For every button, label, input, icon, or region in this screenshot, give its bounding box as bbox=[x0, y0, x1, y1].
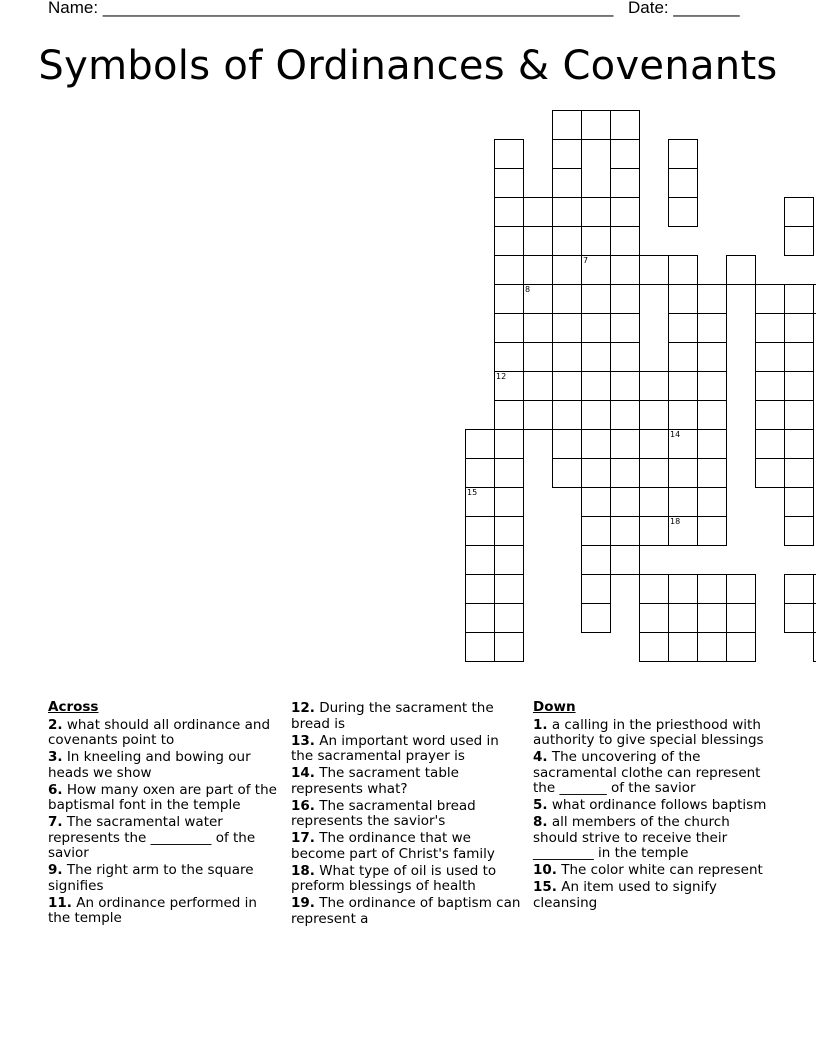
grid-cell[interactable] bbox=[610, 516, 640, 546]
clue-number: 15 bbox=[467, 488, 478, 497]
grid-cell[interactable] bbox=[784, 516, 814, 546]
grid-cell[interactable] bbox=[668, 197, 698, 227]
down-clue bbox=[533, 880, 773, 911]
grid-cell[interactable] bbox=[494, 168, 524, 198]
date-line[interactable]: _______ bbox=[673, 0, 740, 17]
grid-cell[interactable] bbox=[668, 313, 698, 343]
grid-cell[interactable] bbox=[494, 574, 524, 604]
clue-text: The sacramental bread represents the savior's bbox=[291, 797, 476, 829]
grid-cell[interactable] bbox=[610, 371, 640, 401]
grid-cell[interactable] bbox=[784, 429, 814, 459]
grid-cell[interactable] bbox=[523, 313, 553, 343]
grid-cell[interactable] bbox=[581, 458, 611, 488]
grid-cell[interactable] bbox=[784, 371, 814, 401]
clue-num: 6. bbox=[48, 781, 63, 798]
clue-text: What type of oil is used to preform blessings of health bbox=[291, 862, 497, 894]
clue-text: The ordinance that we become part of Christ's family bbox=[291, 830, 495, 862]
grid-cell[interactable] bbox=[552, 371, 582, 401]
grid-cell[interactable] bbox=[755, 313, 785, 343]
grid-cell[interactable] bbox=[581, 429, 611, 459]
grid-cell[interactable] bbox=[668, 603, 698, 633]
grid-cell[interactable] bbox=[465, 632, 495, 662]
grid-cell[interactable] bbox=[581, 284, 611, 314]
clue-number: 18 bbox=[670, 517, 681, 526]
page-title: Symbols of Ordinances & Covenants bbox=[38, 43, 778, 89]
grid-cell[interactable] bbox=[697, 487, 727, 517]
date-label: Date: bbox=[628, 0, 669, 17]
grid-cell[interactable] bbox=[784, 284, 814, 314]
grid-cell[interactable] bbox=[639, 516, 669, 546]
across-heading: Across bbox=[48, 699, 99, 715]
across-clue bbox=[48, 896, 280, 927]
grid-cell[interactable] bbox=[494, 487, 524, 517]
clue-text: During the sacrament the bread is bbox=[291, 700, 494, 732]
down-clue bbox=[533, 798, 773, 814]
grid-cell[interactable] bbox=[784, 313, 814, 343]
grid-cell[interactable] bbox=[494, 197, 524, 227]
grid-cell[interactable] bbox=[494, 255, 524, 285]
grid-cell[interactable] bbox=[784, 458, 814, 488]
grid-cell[interactable] bbox=[465, 603, 495, 633]
grid-cell[interactable] bbox=[552, 429, 582, 459]
grid-cell[interactable] bbox=[726, 574, 756, 604]
clue-num: 19. bbox=[291, 895, 315, 911]
clue-num: 8. bbox=[533, 814, 548, 830]
grid-cell[interactable] bbox=[697, 603, 727, 633]
grid-cell[interactable] bbox=[465, 574, 495, 604]
grid-cell[interactable] bbox=[755, 429, 785, 459]
grid-cell[interactable] bbox=[494, 226, 524, 256]
across-clue bbox=[291, 766, 523, 797]
grid-cell[interactable] bbox=[697, 284, 727, 314]
grid-cell[interactable] bbox=[494, 139, 524, 169]
grid-cell[interactable] bbox=[784, 342, 814, 372]
grid-cell[interactable] bbox=[610, 342, 640, 372]
across-clues-col-1 bbox=[48, 700, 280, 928]
grid-cell[interactable] bbox=[639, 429, 669, 459]
grid-cell[interactable] bbox=[552, 400, 582, 430]
down-clues-col bbox=[533, 700, 773, 913]
grid-cell[interactable] bbox=[610, 168, 640, 198]
clue-num: 15. bbox=[533, 879, 557, 895]
grid-cell[interactable] bbox=[697, 342, 727, 372]
clue-num: 11. bbox=[48, 894, 72, 911]
grid-cell[interactable] bbox=[726, 255, 756, 285]
grid-cell[interactable] bbox=[494, 371, 524, 401]
clue-text: The sacrament table represents what? bbox=[291, 765, 459, 797]
clue-text: An item used to signify cleansing bbox=[533, 879, 717, 911]
clue-text: An important word used in the sacramental prayer is bbox=[291, 732, 499, 764]
grid-cell[interactable] bbox=[697, 516, 727, 546]
grid-cell[interactable] bbox=[610, 545, 640, 575]
grid-cell[interactable] bbox=[552, 168, 582, 198]
grid-cell[interactable] bbox=[610, 139, 640, 169]
clue-num: 4. bbox=[533, 749, 548, 765]
grid-cell[interactable] bbox=[494, 342, 524, 372]
clue-number: 7 bbox=[583, 256, 589, 265]
grid-cell[interactable] bbox=[523, 342, 553, 372]
clue-text: The ordinance of baptism can represent a bbox=[291, 895, 521, 927]
grid-cell[interactable] bbox=[552, 342, 582, 372]
grid-cell[interactable] bbox=[784, 574, 814, 604]
grid-cell[interactable] bbox=[581, 487, 611, 517]
grid-cell[interactable] bbox=[523, 197, 553, 227]
grid-cell[interactable] bbox=[610, 197, 640, 227]
grid-cell[interactable] bbox=[697, 400, 727, 430]
across-clue bbox=[48, 815, 280, 862]
grid-cell[interactable] bbox=[668, 255, 698, 285]
grid-cell[interactable] bbox=[581, 574, 611, 604]
grid-cell[interactable] bbox=[552, 226, 582, 256]
grid-cell[interactable] bbox=[465, 458, 495, 488]
clue-num: 14. bbox=[291, 765, 315, 781]
grid-cell[interactable] bbox=[784, 197, 814, 227]
grid-cell[interactable] bbox=[581, 545, 611, 575]
grid-cell[interactable] bbox=[610, 110, 640, 140]
clue-text: The color white can represent bbox=[556, 862, 763, 878]
grid-cell[interactable] bbox=[755, 458, 785, 488]
grid-cell[interactable] bbox=[639, 632, 669, 662]
clue-num: 1. bbox=[533, 716, 548, 733]
name-line[interactable]: ______________________________________________________ bbox=[102, 0, 614, 17]
grid-cell[interactable] bbox=[668, 168, 698, 198]
clue-num: 18. bbox=[291, 862, 315, 879]
clue-text: The sacramental water represents the _________ of the savior bbox=[48, 814, 256, 861]
clue-text: a calling in the priesthood with authority to give special blessings bbox=[533, 716, 764, 748]
clue-num: 13. bbox=[291, 732, 315, 749]
grid-cell[interactable] bbox=[697, 429, 727, 459]
down-heading: Down bbox=[533, 699, 576, 715]
clue-text: In kneeling and bowing our heads we show bbox=[48, 749, 251, 781]
clue-num: 17. bbox=[291, 830, 315, 846]
clue-num: 2. bbox=[48, 716, 63, 733]
clue-num: 16. bbox=[291, 797, 315, 814]
across-clue bbox=[48, 718, 280, 749]
grid-cell[interactable] bbox=[523, 284, 553, 314]
clue-num: 10. bbox=[533, 862, 557, 878]
grid-cell[interactable] bbox=[552, 255, 582, 285]
grid-cell[interactable] bbox=[465, 487, 495, 517]
grid-cell[interactable] bbox=[581, 226, 611, 256]
grid-cell[interactable] bbox=[494, 603, 524, 633]
grid-cell[interactable] bbox=[581, 516, 611, 546]
grid-cell[interactable] bbox=[668, 458, 698, 488]
grid-cell[interactable] bbox=[697, 458, 727, 488]
across-clue bbox=[291, 864, 523, 895]
grid-cell[interactable] bbox=[581, 371, 611, 401]
grid-cell[interactable] bbox=[581, 255, 611, 285]
clue-text: The uncovering of the sacramental clothe can represent the _______ of the savior bbox=[533, 749, 761, 796]
grid-cell[interactable] bbox=[755, 400, 785, 430]
grid-cell[interactable] bbox=[610, 313, 640, 343]
across-clue bbox=[291, 701, 523, 732]
grid-cell[interactable] bbox=[697, 574, 727, 604]
grid-cell[interactable] bbox=[639, 574, 669, 604]
grid-cell[interactable] bbox=[639, 255, 669, 285]
grid-cell[interactable] bbox=[523, 255, 553, 285]
down-clue bbox=[533, 718, 773, 749]
grid-cell[interactable] bbox=[668, 371, 698, 401]
clue-number: 8 bbox=[525, 285, 531, 294]
grid-cell[interactable] bbox=[581, 197, 611, 227]
grid-cell[interactable] bbox=[494, 400, 524, 430]
clue-num: 3. bbox=[48, 749, 63, 765]
grid-cell[interactable] bbox=[494, 284, 524, 314]
clue-number: 12 bbox=[496, 372, 507, 381]
down-clue bbox=[533, 750, 773, 797]
grid-cell[interactable] bbox=[697, 371, 727, 401]
across-clue bbox=[48, 783, 280, 814]
grid-cell[interactable] bbox=[552, 139, 582, 169]
grid-cell[interactable] bbox=[494, 458, 524, 488]
grid-cell[interactable] bbox=[726, 603, 756, 633]
grid-cell[interactable] bbox=[494, 516, 524, 546]
grid-cell[interactable] bbox=[755, 284, 785, 314]
grid-cell[interactable] bbox=[552, 197, 582, 227]
grid-cell[interactable] bbox=[668, 139, 698, 169]
grid-cell[interactable] bbox=[494, 632, 524, 662]
grid-cell[interactable] bbox=[552, 458, 582, 488]
grid-cell[interactable] bbox=[523, 400, 553, 430]
grid-cell[interactable] bbox=[697, 632, 727, 662]
across-clue bbox=[48, 750, 280, 781]
name-label: Name: bbox=[48, 0, 99, 17]
grid-cell[interactable] bbox=[784, 226, 814, 256]
down-clue bbox=[533, 863, 773, 879]
grid-cell[interactable] bbox=[668, 516, 698, 546]
clue-num: 5. bbox=[533, 797, 548, 813]
grid-cell[interactable] bbox=[668, 342, 698, 372]
grid-cell[interactable] bbox=[668, 574, 698, 604]
grid-cell[interactable] bbox=[552, 313, 582, 343]
grid-cell[interactable] bbox=[581, 603, 611, 633]
grid-cell[interactable] bbox=[784, 603, 814, 633]
clue-text: An ordinance performed in the temple bbox=[48, 894, 257, 926]
grid-cell[interactable] bbox=[610, 255, 640, 285]
grid-cell[interactable] bbox=[668, 400, 698, 430]
across-clue bbox=[48, 863, 280, 894]
grid-cell[interactable] bbox=[668, 284, 698, 314]
clue-num: 9. bbox=[48, 862, 63, 878]
grid-cell[interactable] bbox=[755, 342, 785, 372]
clue-num: 12. bbox=[291, 700, 315, 716]
grid-cell[interactable] bbox=[697, 313, 727, 343]
across-clue bbox=[291, 734, 523, 765]
across-clue bbox=[291, 799, 523, 830]
grid-cell[interactable] bbox=[465, 545, 495, 575]
clue-number: 14 bbox=[670, 430, 681, 439]
grid-cell[interactable] bbox=[581, 110, 611, 140]
across-clue bbox=[291, 896, 523, 927]
grid-cell[interactable] bbox=[610, 429, 640, 459]
grid-cell[interactable] bbox=[639, 371, 669, 401]
clue-text: How many oxen are part of the baptismal font in the temple bbox=[48, 781, 277, 813]
grid-cell[interactable] bbox=[465, 429, 495, 459]
across-clues-col-2 bbox=[291, 701, 523, 929]
grid-cell[interactable] bbox=[755, 371, 785, 401]
across-clue bbox=[291, 831, 523, 862]
grid-cell[interactable] bbox=[726, 632, 756, 662]
grid-cell[interactable] bbox=[639, 603, 669, 633]
grid-cell[interactable] bbox=[581, 400, 611, 430]
grid-cell[interactable] bbox=[610, 458, 640, 488]
grid-cell[interactable] bbox=[610, 487, 640, 517]
grid-cell[interactable] bbox=[523, 371, 553, 401]
clue-text: what should all ordinance and covenants point to bbox=[48, 716, 271, 748]
clue-text: what ordinance follows baptism bbox=[547, 797, 767, 813]
grid-cell[interactable] bbox=[552, 110, 582, 140]
grid-cell[interactable] bbox=[494, 313, 524, 343]
clue-text: all members of the church should strive to receive their _________ in the temple bbox=[533, 814, 730, 861]
grid-cell[interactable] bbox=[494, 429, 524, 459]
grid-cell[interactable] bbox=[668, 487, 698, 517]
grid-cell[interactable] bbox=[610, 400, 640, 430]
grid-cell[interactable] bbox=[494, 545, 524, 575]
grid-cell[interactable] bbox=[581, 342, 611, 372]
down-clue bbox=[533, 815, 773, 862]
clue-text: The right arm to the square signifies bbox=[48, 862, 254, 894]
grid-cell[interactable] bbox=[784, 487, 814, 517]
grid-cell[interactable] bbox=[465, 516, 495, 546]
grid-cell[interactable] bbox=[610, 284, 640, 314]
grid-cell[interactable] bbox=[610, 226, 640, 256]
grid-cell[interactable] bbox=[639, 458, 669, 488]
grid-cell[interactable] bbox=[668, 632, 698, 662]
grid-cell[interactable] bbox=[668, 429, 698, 459]
clue-num: 7. bbox=[48, 814, 63, 830]
grid-cell[interactable] bbox=[639, 400, 669, 430]
grid-cell[interactable] bbox=[523, 226, 553, 256]
grid-cell[interactable] bbox=[784, 400, 814, 430]
grid-cell[interactable] bbox=[581, 313, 611, 343]
